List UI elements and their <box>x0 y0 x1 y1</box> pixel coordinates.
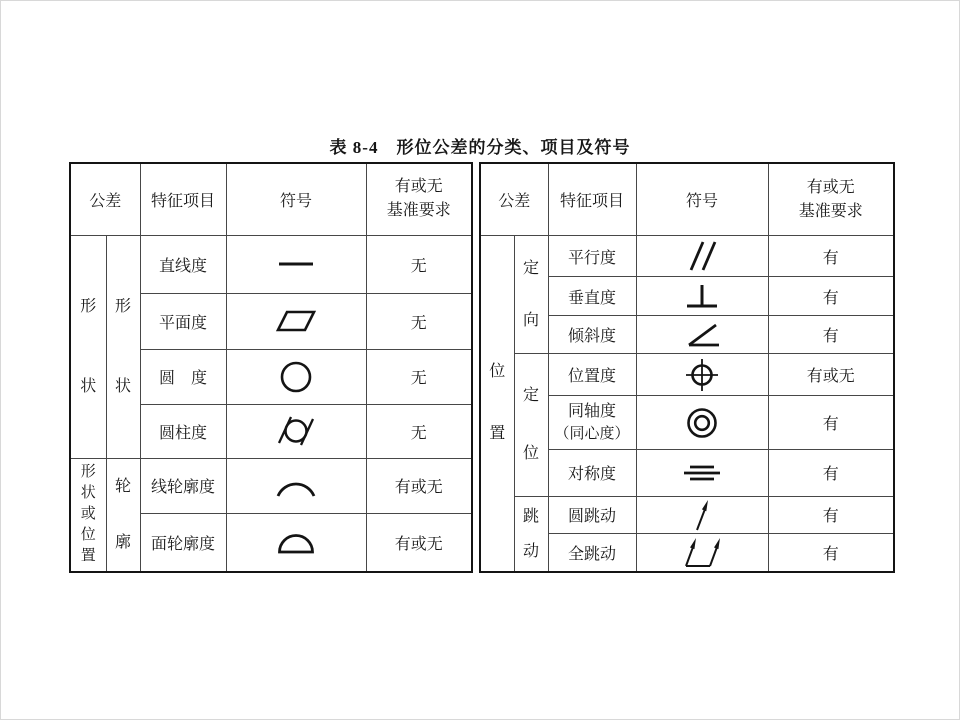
item-parallelism: 平行度 <box>548 236 636 276</box>
perpendicularity-icon <box>636 276 768 315</box>
table-row <box>480 236 894 276</box>
total-runout-icon <box>636 533 768 571</box>
angularity-icon <box>636 316 768 353</box>
group-runout: 跳动 <box>514 496 548 571</box>
item-line-profile: 线轮廓度 <box>140 458 226 514</box>
line-profile-icon <box>226 458 366 514</box>
col-header-item: 特征项目 <box>140 163 226 235</box>
item-surface-profile: 面轮廓度 <box>140 514 226 572</box>
datum-value: 无 <box>366 404 472 458</box>
col-header-symbol: 符号 <box>636 163 768 236</box>
datum-value: 有 <box>768 316 894 353</box>
group-profile: 轮廓 <box>106 458 140 572</box>
col-header-tolerance: 公差 <box>70 163 140 235</box>
roundness-icon <box>226 349 366 404</box>
item-roundness: 圆 度 <box>140 349 226 404</box>
parallelism-icon <box>636 236 768 276</box>
group-orientation: 定向 <box>514 236 548 353</box>
datum-value: 有或无 <box>366 458 472 514</box>
datum-value: 有 <box>768 496 894 533</box>
item-circular-runout: 圆跳动 <box>548 496 636 533</box>
table-row <box>480 496 894 533</box>
col-header-datum <box>768 163 894 236</box>
datum-value: 有 <box>768 396 894 450</box>
group-position: 位置 <box>480 236 514 572</box>
col-header-tolerance: 公差 <box>480 163 548 236</box>
position-icon <box>636 353 768 396</box>
item-coaxiality <box>548 396 636 450</box>
item-straightness: 直线度 <box>140 235 226 293</box>
table-title: 表 8-4 形位公差的分类、项目及符号 <box>329 138 631 157</box>
item-total-runout: 全跳动 <box>548 533 636 571</box>
datum-value: 有或无 <box>768 353 894 396</box>
header-row <box>70 163 472 235</box>
col-header-item: 特征项目 <box>548 163 636 236</box>
item-perpendicularity: 垂直度 <box>548 276 636 315</box>
table-row <box>480 353 894 396</box>
coaxiality-label-line1: 同轴度 <box>568 402 617 420</box>
item-cylindricity: 圆柱度 <box>140 404 226 458</box>
datum-header-line1: 有或无 <box>394 178 443 196</box>
cylindricity-icon <box>226 404 366 458</box>
flatness-icon <box>226 293 366 349</box>
coaxiality-icon <box>636 396 768 450</box>
datum-value: 有 <box>768 276 894 315</box>
coaxiality-label-line2: （同心度） <box>554 425 630 442</box>
group-location: 定位 <box>514 353 548 496</box>
group-form-or-position: 形状或位置 <box>70 458 106 572</box>
surface-profile-icon <box>226 514 366 572</box>
datum-value: 有 <box>768 533 894 571</box>
table-row <box>70 235 472 293</box>
datum-value: 有或无 <box>366 514 472 572</box>
tolerance-tables <box>69 162 895 573</box>
straightness-icon <box>226 235 366 293</box>
datum-value: 无 <box>366 293 472 349</box>
item-angularity: 倾斜度 <box>548 316 636 353</box>
symmetry-icon <box>636 449 768 496</box>
datum-value: 有 <box>768 236 894 276</box>
datum-value: 无 <box>366 235 472 293</box>
datum-header-line1: 有或无 <box>806 178 855 196</box>
datum-header-line2: 基准要求 <box>386 202 451 220</box>
col-header-datum <box>366 163 472 235</box>
header-row <box>480 163 894 236</box>
col-header-symbol: 符号 <box>226 163 366 235</box>
table-row <box>70 458 472 514</box>
form-tolerance-table <box>69 162 473 573</box>
item-flatness: 平面度 <box>140 293 226 349</box>
group-form: 形状 <box>70 235 106 458</box>
item-position: 位置度 <box>548 353 636 396</box>
circular-runout-icon <box>636 496 768 533</box>
datum-value: 无 <box>366 349 472 404</box>
item-symmetry: 对称度 <box>548 449 636 496</box>
position-tolerance-table <box>479 162 895 573</box>
datum-header-line2: 基准要求 <box>798 202 863 220</box>
datum-value: 有 <box>768 449 894 496</box>
group-form-sub: 形状 <box>106 235 140 458</box>
